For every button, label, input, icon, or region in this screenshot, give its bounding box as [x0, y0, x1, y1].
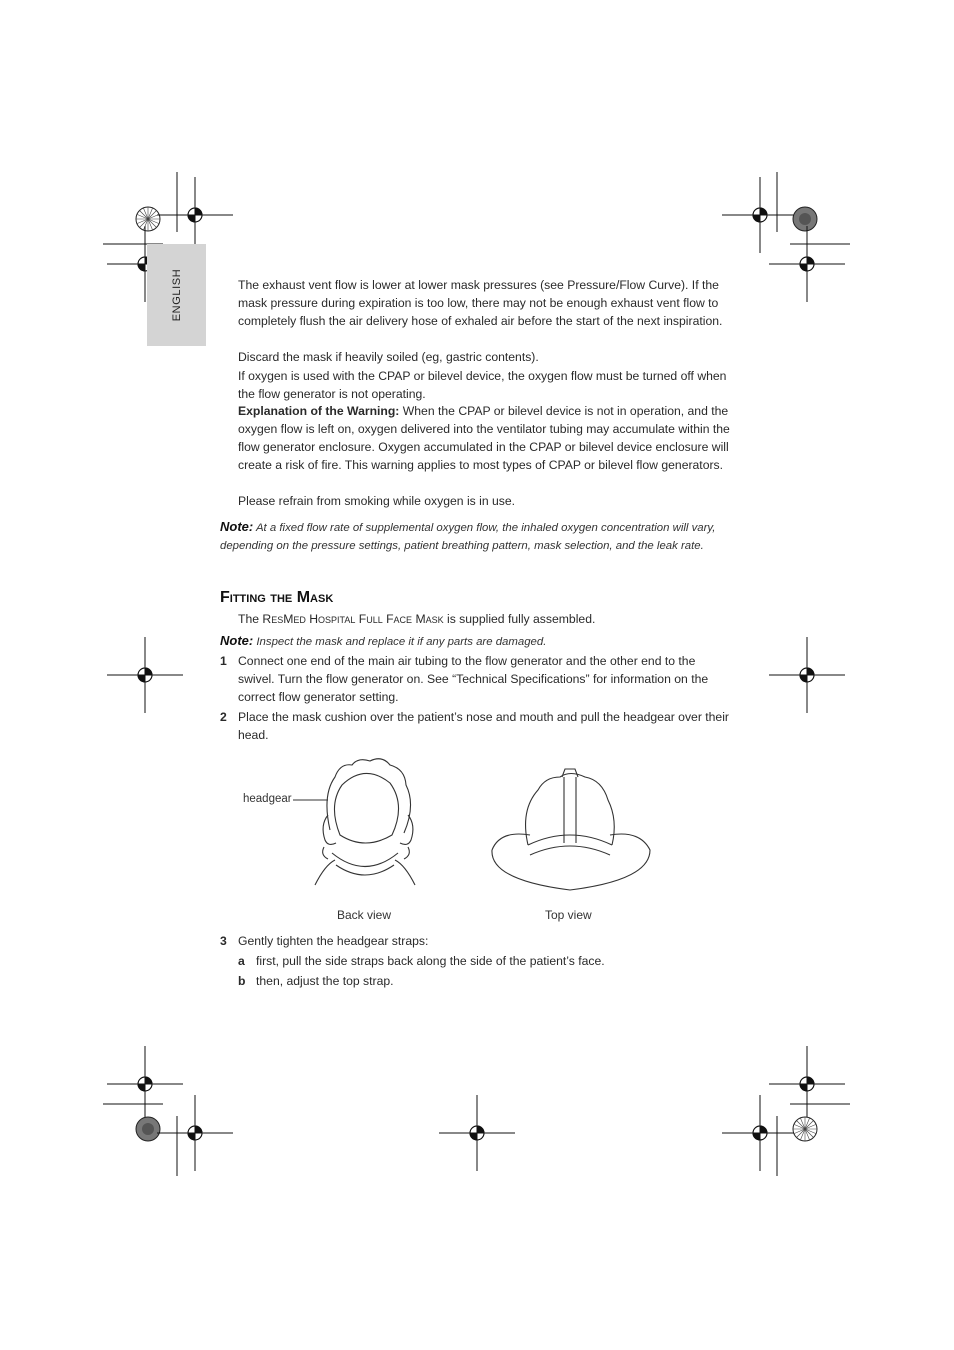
language-tab — [147, 244, 206, 346]
step-text: Place the mask cushion over the patient’s nose and mouth and pull the headgear over their head. — [238, 710, 729, 742]
step-text: Connect one end of the main air tubing to the flow generator and the other end to the swivel. Turn the flow generator on. See “Technical Specifications” for information on the correct flow generator setting. — [238, 654, 709, 704]
intro-post: is supplied fully assembled. — [443, 612, 596, 626]
explanation-label: Explanation of the Warning: — [238, 404, 400, 418]
headgear-illustration — [240, 755, 680, 905]
step-number: 2 — [220, 710, 227, 724]
substep-text: first, pull the side straps back along the side of the patient’s face. — [256, 954, 605, 968]
note-text: At a fixed flow rate of supplemental oxygen flow, the inhaled oxygen concentration will vary, depending on the pressure settings, patient breathing pattern, mask selection, and the leak rate. — [220, 522, 716, 552]
note-text: Inspect the mask and replace it if any parts are damaged. — [253, 636, 547, 648]
substep-letter: b — [238, 974, 246, 988]
note-label: Note: — [220, 633, 254, 648]
step-text: Gently tighten the headgear straps: — [238, 934, 429, 948]
step-number: 1 — [220, 654, 227, 668]
top-view-illustration — [492, 769, 650, 890]
note-oxygen-concentration — [220, 518, 734, 555]
intro-line — [238, 611, 734, 629]
note-inspect-mask — [220, 632, 734, 652]
caption-top-view: Top view — [545, 908, 592, 922]
intro-pre: The — [238, 612, 263, 626]
paragraph-discard-mask: Discard the mask if heavily soiled (eg, gastric contents). — [238, 350, 539, 364]
paragraph-no-smoking: Please refrain from smoking while oxygen is in use. — [238, 494, 516, 508]
substep-letter: a — [238, 954, 245, 968]
section-heading: Fitting the Mask — [220, 589, 334, 606]
paragraph-oxygen-warning: If oxygen is used with the CPAP or bilevel device, the oxygen flow must be turned off when the flow generator is not operating. — [238, 369, 727, 401]
caption-back-view: Back view — [337, 908, 392, 922]
paragraph-exhaust-vent: The exhaust vent flow is lower at lower mask pressures (see Pressure/Flow Curve). If the mask pressure during expiration is too low, there may not be enough exhaust vent flow to completely flush the air delivery hose of exhaled air before the start of the next inspiration. — [238, 278, 723, 328]
back-view-illustration — [315, 759, 415, 885]
step-number: 3 — [220, 934, 227, 948]
product-name: ResMed Hospital Full Face Mask — [262, 612, 444, 626]
explanation-text: When the CPAP or bilevel device is not in operation, and the oxygen flow is left on, oxygen delivered into the ventilator tubing may accumulate within the flow generator enclosure. Oxygen accumulated in the CPAP or bilevel device enclosure will create a risk of fire. This warning applies to most types of CPAP or bilevel flow generators. — [238, 404, 730, 472]
substep-text: then, adjust the top strap. — [256, 974, 394, 988]
headgear-label: headgear — [243, 793, 292, 805]
note-label: Note: — [220, 519, 254, 534]
paragraph-explanation — [238, 403, 734, 475]
language-tab-label: ENGLISH — [170, 268, 183, 322]
